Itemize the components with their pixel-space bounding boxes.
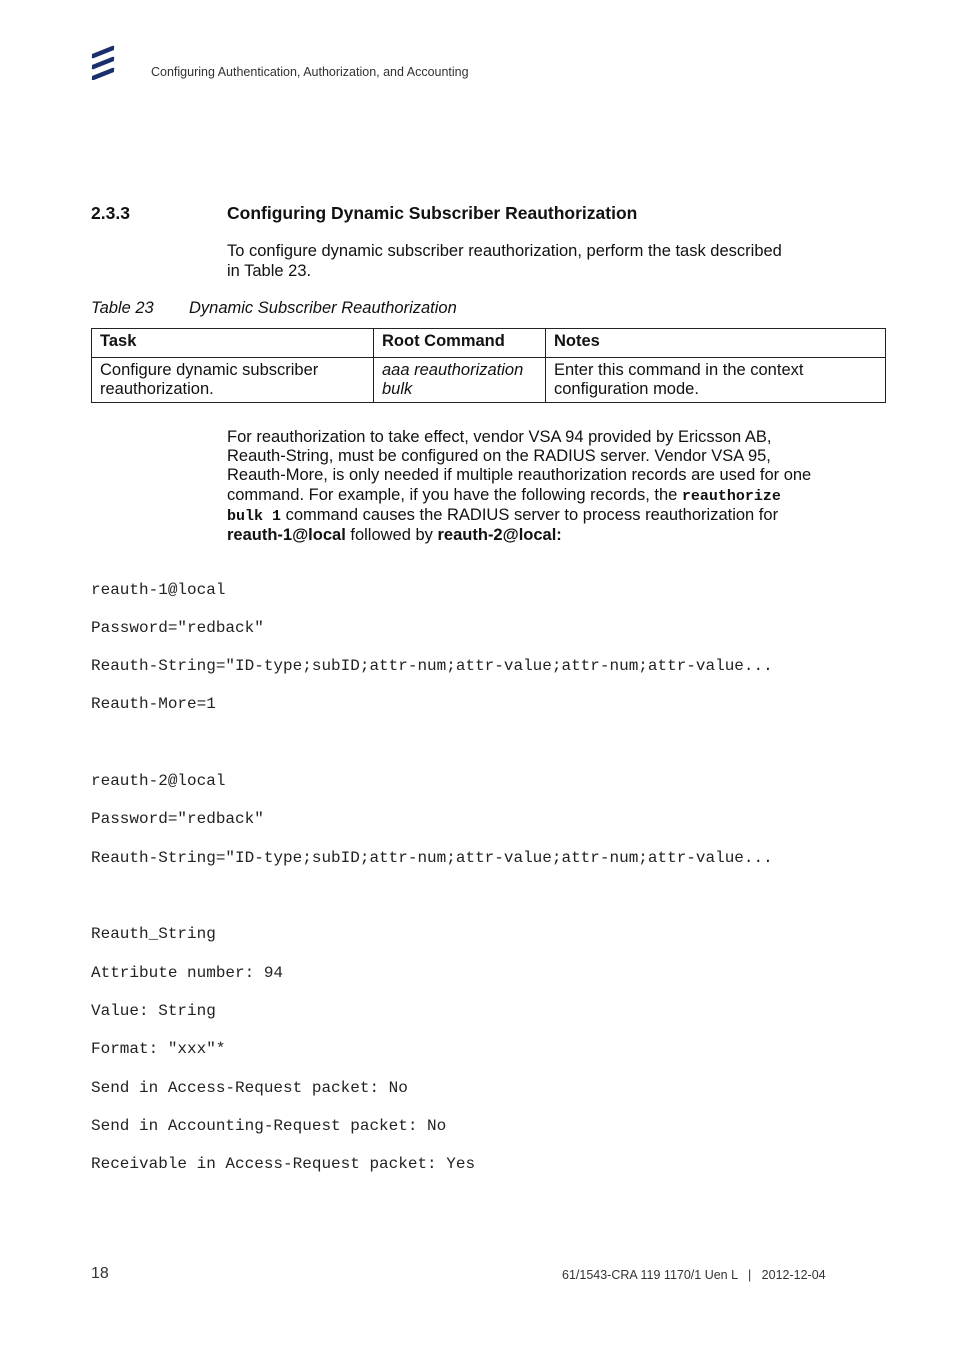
column-header-root-command: Root Command bbox=[374, 329, 546, 358]
code-line: reauth-1@local bbox=[91, 581, 226, 599]
code-line: Send in Accounting-Request packet: No bbox=[91, 1117, 447, 1135]
column-header-task: Task bbox=[92, 329, 374, 358]
notes-line: Enter this command in the context bbox=[554, 361, 804, 379]
code-line: Reauth-String="ID-type;subID;attr-num;attr-value;attr-num;attr-value... bbox=[91, 657, 773, 675]
notes-line: configuration mode. bbox=[554, 380, 699, 398]
notes-cell bbox=[546, 358, 886, 403]
note-line: For reauthorization to take effect, vendor VSA 94 provided by Ericsson AB, bbox=[227, 428, 772, 446]
intro-line: To configure dynamic subscriber reauthorization, perform the task described bbox=[227, 242, 782, 260]
command-line: aaa reauthorization bbox=[382, 361, 524, 379]
task-line: reauthorization. bbox=[100, 380, 214, 398]
note-text: command. For example, if you have the following records, the bbox=[227, 485, 682, 504]
intro-line: in Table 23. bbox=[227, 261, 312, 280]
record-name: reauth-2@local: bbox=[437, 526, 562, 545]
ericsson-logo-icon bbox=[90, 44, 116, 80]
code-line: Value: String bbox=[91, 1002, 216, 1020]
table-caption-number: Table 23 bbox=[91, 299, 154, 317]
code-line: Send in Access-Request packet: No bbox=[91, 1079, 408, 1097]
column-header-notes: Notes bbox=[546, 329, 886, 358]
inline-command: bulk 1 bbox=[227, 507, 282, 525]
running-header: Configuring Authentication, Authorization, and Accounting bbox=[151, 65, 469, 79]
document-reference: 61/1543-CRA 119 1170/1 Uen L | 2012-12-04 bbox=[562, 1268, 826, 1282]
record-name: reauth-1@local bbox=[227, 526, 346, 545]
note-line bbox=[227, 506, 857, 526]
command-line: bulk bbox=[382, 380, 413, 398]
code-line: Reauth-String="ID-type;subID;attr-num;attr-value;attr-num;attr-value... bbox=[91, 849, 773, 867]
intro-paragraph bbox=[227, 242, 837, 281]
code-line: reauth-2@local bbox=[91, 772, 226, 790]
table-caption bbox=[91, 299, 457, 318]
code-line: Attribute number: 94 bbox=[91, 964, 284, 982]
note-text: command causes the RADIUS server to process reauthorization for bbox=[281, 505, 779, 524]
note-line bbox=[227, 486, 857, 506]
section-number: 2.3.3 bbox=[91, 203, 130, 223]
task-cell bbox=[92, 358, 374, 403]
code-line: Password="redback" bbox=[91, 619, 264, 637]
task-line: Configure dynamic subscriber bbox=[100, 361, 319, 379]
code-line: Reauth-More=1 bbox=[91, 695, 216, 713]
section-title: Configuring Dynamic Subscriber Reauthorization bbox=[227, 203, 638, 223]
page-number: 18 bbox=[91, 1265, 109, 1282]
code-line: Receivable in Access-Request packet: Yes bbox=[91, 1155, 476, 1173]
code-line: Password="redback" bbox=[91, 810, 264, 828]
note-line: Reauth-String, must be configured on the RADIUS server. Vendor VSA 95, bbox=[227, 447, 771, 466]
table-header-row bbox=[92, 329, 886, 358]
note-paragraph bbox=[227, 428, 857, 545]
table-caption-title: Dynamic Subscriber Reauthorization bbox=[189, 299, 457, 317]
code-line: Format: "xxx"* bbox=[91, 1040, 226, 1058]
note-text: followed by bbox=[345, 526, 438, 545]
root-command-cell bbox=[374, 358, 546, 403]
note-line: Reauth-More, is only needed if multiple reauthorization records are used for one bbox=[227, 466, 812, 485]
task-table bbox=[91, 328, 886, 403]
note-line bbox=[227, 526, 857, 545]
code-line: Reauth_String bbox=[91, 925, 216, 943]
table-row bbox=[92, 358, 886, 403]
inline-command: reauthorize bbox=[681, 487, 781, 505]
